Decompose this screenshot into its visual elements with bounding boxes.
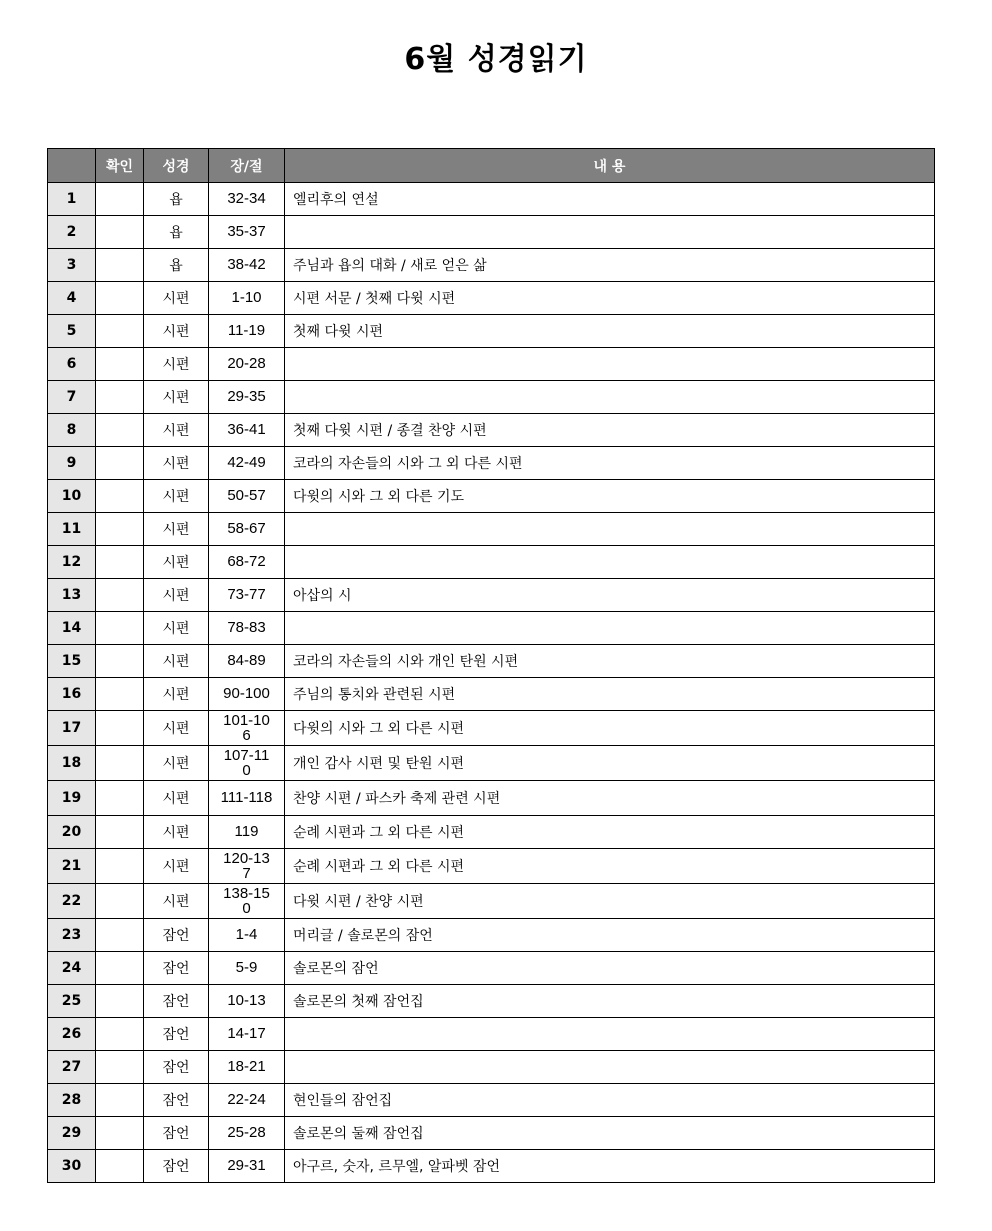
chapter-range: 138-150 [223, 884, 270, 917]
chapter-range: 25-28 [227, 1124, 266, 1141]
chapter-range: 14-17 [227, 1025, 266, 1042]
chapter-cell [209, 1117, 285, 1150]
book-cell: 시편 [144, 315, 209, 348]
table-row [48, 678, 935, 711]
table-row [48, 1150, 935, 1183]
book-cell: 욥 [144, 249, 209, 282]
content-cell: 시편 서문 / 첫째 다윗 시편 [285, 282, 935, 315]
book-cell: 시편 [144, 884, 209, 919]
check-cell[interactable] [96, 612, 144, 645]
chapter-cell [209, 183, 285, 216]
table-row [48, 612, 935, 645]
chapter-cell [209, 645, 285, 678]
content-cell [285, 612, 935, 645]
chapter-cell [209, 884, 285, 919]
day-number: 11 [48, 513, 96, 546]
table-row [48, 381, 935, 414]
header-check: 확인 [96, 149, 144, 183]
check-cell[interactable] [96, 1084, 144, 1117]
day-number: 22 [48, 884, 96, 919]
book-cell: 시편 [144, 282, 209, 315]
book-cell: 시편 [144, 513, 209, 546]
chapter-cell [209, 315, 285, 348]
book-cell: 시편 [144, 546, 209, 579]
chapter-cell [209, 216, 285, 249]
check-cell[interactable] [96, 678, 144, 711]
content-cell: 솔로몬의 첫째 잠언집 [285, 985, 935, 1018]
day-number: 7 [48, 381, 96, 414]
day-number: 21 [48, 849, 96, 884]
content-cell: 엘리후의 연설 [285, 183, 935, 216]
chapter-range: 38-42 [227, 256, 266, 273]
content-cell: 다윗의 시와 그 외 다른 시편 [285, 711, 935, 746]
day-number: 30 [48, 1150, 96, 1183]
content-cell: 아구르, 숫자, 르무엘, 알파벳 잠언 [285, 1150, 935, 1183]
content-cell: 코라의 자손들의 시와 그 외 다른 시편 [285, 447, 935, 480]
table-row [48, 1018, 935, 1051]
table-row [48, 1084, 935, 1117]
day-number: 3 [48, 249, 96, 282]
day-number: 10 [48, 480, 96, 513]
check-cell[interactable] [96, 1150, 144, 1183]
table-row [48, 1051, 935, 1084]
table-row [48, 781, 935, 816]
check-cell[interactable] [96, 645, 144, 678]
chapter-cell [209, 513, 285, 546]
chapter-cell [209, 952, 285, 985]
check-cell[interactable] [96, 381, 144, 414]
chapter-range: 36-41 [227, 421, 266, 438]
book-cell: 잠언 [144, 919, 209, 952]
content-cell: 찬양 시편 / 파스카 축제 관련 시편 [285, 781, 935, 816]
chapter-cell [209, 678, 285, 711]
chapter-cell [209, 447, 285, 480]
content-cell: 주님과 욥의 대화 / 새로 얻은 삶 [285, 249, 935, 282]
table-row [48, 746, 935, 781]
table-row [48, 480, 935, 513]
day-number: 9 [48, 447, 96, 480]
content-cell: 순례 시편과 그 외 다른 시편 [285, 849, 935, 884]
content-cell [285, 513, 935, 546]
chapter-cell [209, 1084, 285, 1117]
content-cell: 솔로몬의 잠언 [285, 952, 935, 985]
table-header-row [48, 149, 935, 183]
check-cell[interactable] [96, 952, 144, 985]
day-number: 16 [48, 678, 96, 711]
check-cell[interactable] [96, 447, 144, 480]
chapter-cell [209, 1051, 285, 1084]
check-cell[interactable] [96, 216, 144, 249]
content-cell: 순례 시편과 그 외 다른 시편 [285, 816, 935, 849]
day-number: 12 [48, 546, 96, 579]
book-cell: 시편 [144, 447, 209, 480]
table-row [48, 816, 935, 849]
book-cell: 시편 [144, 816, 209, 849]
book-cell: 잠언 [144, 952, 209, 985]
chapter-range: 58-67 [227, 520, 266, 537]
table-row [48, 985, 935, 1018]
table-row [48, 513, 935, 546]
book-cell: 시편 [144, 781, 209, 816]
content-cell [285, 348, 935, 381]
chapter-range: 119 [234, 823, 259, 840]
day-number: 20 [48, 816, 96, 849]
chapter-range: 32-34 [227, 190, 266, 207]
check-cell[interactable] [96, 348, 144, 381]
day-number: 23 [48, 919, 96, 952]
chapter-cell [209, 1018, 285, 1051]
day-number: 19 [48, 781, 96, 816]
chapter-cell [209, 849, 285, 884]
table-row [48, 414, 935, 447]
chapter-range: 18-21 [227, 1058, 266, 1075]
chapter-cell [209, 1150, 285, 1183]
chapter-range: 50-57 [227, 487, 266, 504]
book-cell: 잠언 [144, 985, 209, 1018]
book-cell: 시편 [144, 746, 209, 781]
chapter-range: 73-77 [227, 586, 266, 603]
table-row [48, 216, 935, 249]
content-cell: 현인들의 잠언집 [285, 1084, 935, 1117]
book-cell: 잠언 [144, 1018, 209, 1051]
chapter-cell [209, 249, 285, 282]
check-cell[interactable] [96, 315, 144, 348]
check-cell[interactable] [96, 711, 144, 746]
check-cell[interactable] [96, 849, 144, 884]
chapter-range: 22-24 [227, 1091, 266, 1108]
chapter-range: 107-110 [223, 746, 270, 779]
day-number: 13 [48, 579, 96, 612]
chapter-range: 29-31 [227, 1157, 266, 1174]
day-number: 1 [48, 183, 96, 216]
book-cell: 욥 [144, 216, 209, 249]
check-cell[interactable] [96, 414, 144, 447]
chapter-range: 111-118 [220, 789, 273, 806]
reading-plan-table [47, 148, 935, 1183]
check-cell[interactable] [96, 249, 144, 282]
table-row [48, 348, 935, 381]
day-number: 5 [48, 315, 96, 348]
table-row [48, 884, 935, 919]
day-number: 4 [48, 282, 96, 315]
chapter-cell [209, 579, 285, 612]
chapter-range: 29-35 [227, 388, 266, 405]
chapter-cell [209, 985, 285, 1018]
chapter-range: 5-9 [235, 959, 258, 976]
chapter-range: 20-28 [227, 355, 266, 372]
chapter-range: 1-4 [235, 926, 258, 943]
table-row [48, 579, 935, 612]
content-cell: 개인 감사 시편 및 탄원 시편 [285, 746, 935, 781]
day-number: 15 [48, 645, 96, 678]
book-cell: 잠언 [144, 1117, 209, 1150]
check-cell[interactable] [96, 919, 144, 952]
content-cell [285, 1018, 935, 1051]
table-row [48, 183, 935, 216]
chapter-cell [209, 348, 285, 381]
book-cell: 잠언 [144, 1150, 209, 1183]
chapter-range: 90-100 [223, 685, 270, 702]
book-cell: 시편 [144, 612, 209, 645]
header-chapter: 장/절 [209, 149, 285, 183]
chapter-range: 101-106 [223, 711, 270, 744]
page-title: 6월 성경읽기 [404, 42, 588, 77]
chapter-cell [209, 746, 285, 781]
chapter-cell [209, 919, 285, 952]
content-cell: 다윗 시편 / 찬양 시편 [285, 884, 935, 919]
content-cell: 첫째 다윗 시편 / 종결 찬양 시편 [285, 414, 935, 447]
header-content: 내 용 [285, 149, 935, 183]
book-cell: 시편 [144, 678, 209, 711]
chapter-range: 68-72 [227, 553, 266, 570]
content-cell [285, 216, 935, 249]
check-cell[interactable] [96, 1051, 144, 1084]
chapter-cell [209, 282, 285, 315]
content-cell [285, 546, 935, 579]
day-number: 2 [48, 216, 96, 249]
chapter-range: 35-37 [227, 223, 266, 240]
content-cell: 솔로몬의 둘째 잠언집 [285, 1117, 935, 1150]
check-cell[interactable] [96, 1018, 144, 1051]
chapter-range: 120-137 [223, 849, 270, 882]
check-cell[interactable] [96, 816, 144, 849]
day-number: 18 [48, 746, 96, 781]
table-row [48, 282, 935, 315]
chapter-range: 42-49 [227, 454, 266, 471]
day-number: 14 [48, 612, 96, 645]
chapter-cell [209, 480, 285, 513]
book-cell: 시편 [144, 711, 209, 746]
day-number: 29 [48, 1117, 96, 1150]
book-cell: 잠언 [144, 1051, 209, 1084]
book-cell: 시편 [144, 645, 209, 678]
table-row [48, 711, 935, 746]
content-cell: 주님의 통치와 관련된 시편 [285, 678, 935, 711]
book-cell: 시편 [144, 348, 209, 381]
day-number: 6 [48, 348, 96, 381]
chapter-range: 11-19 [227, 322, 266, 339]
chapter-cell [209, 711, 285, 746]
table-row [48, 849, 935, 884]
day-number: 25 [48, 985, 96, 1018]
day-number: 8 [48, 414, 96, 447]
chapter-range: 1-10 [231, 289, 262, 306]
table-row [48, 645, 935, 678]
header-book: 성경 [144, 149, 209, 183]
table-row [48, 249, 935, 282]
check-cell[interactable] [96, 183, 144, 216]
chapter-cell [209, 612, 285, 645]
chapter-cell [209, 546, 285, 579]
check-cell[interactable] [96, 282, 144, 315]
book-cell: 욥 [144, 183, 209, 216]
day-number: 28 [48, 1084, 96, 1117]
content-cell: 다윗의 시와 그 외 다른 기도 [285, 480, 935, 513]
chapter-range: 10-13 [227, 992, 266, 1009]
chapter-range: 84-89 [227, 652, 266, 669]
day-number: 24 [48, 952, 96, 985]
book-cell: 잠언 [144, 1084, 209, 1117]
chapter-range: 78-83 [227, 619, 266, 636]
check-cell[interactable] [96, 884, 144, 919]
table-row [48, 447, 935, 480]
check-cell[interactable] [96, 513, 144, 546]
check-cell[interactable] [96, 781, 144, 816]
table-row [48, 315, 935, 348]
header-number [48, 149, 96, 183]
check-cell[interactable] [96, 579, 144, 612]
content-cell: 코라의 자손들의 시와 개인 탄원 시편 [285, 645, 935, 678]
content-cell [285, 1051, 935, 1084]
book-cell: 시편 [144, 480, 209, 513]
day-number: 17 [48, 711, 96, 746]
check-cell[interactable] [96, 746, 144, 781]
table-row [48, 1117, 935, 1150]
check-cell[interactable] [96, 1117, 144, 1150]
chapter-cell [209, 381, 285, 414]
day-number: 27 [48, 1051, 96, 1084]
book-cell: 시편 [144, 849, 209, 884]
book-cell: 시편 [144, 414, 209, 447]
chapter-cell [209, 816, 285, 849]
chapter-cell [209, 414, 285, 447]
table-row [48, 919, 935, 952]
content-cell: 머리글 / 솔로몬의 잠언 [285, 919, 935, 952]
content-cell: 아삽의 시 [285, 579, 935, 612]
day-number: 26 [48, 1018, 96, 1051]
check-cell[interactable] [96, 546, 144, 579]
chapter-cell [209, 781, 285, 816]
book-cell: 시편 [144, 579, 209, 612]
check-cell[interactable] [96, 480, 144, 513]
content-cell: 첫째 다윗 시편 [285, 315, 935, 348]
book-cell: 시편 [144, 381, 209, 414]
table-row [48, 952, 935, 985]
content-cell [285, 381, 935, 414]
check-cell[interactable] [96, 985, 144, 1018]
table-row [48, 546, 935, 579]
